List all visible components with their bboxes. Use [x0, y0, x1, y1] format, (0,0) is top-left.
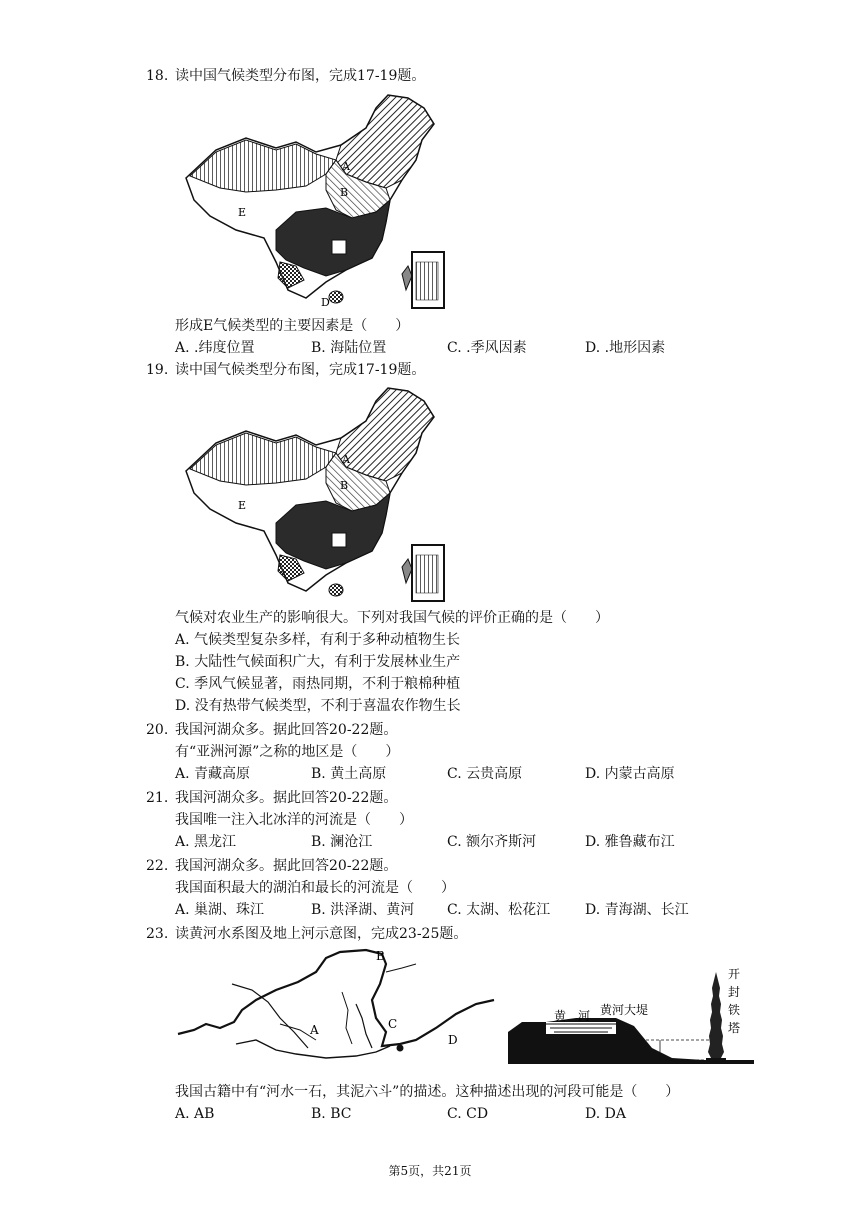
question-21-prompt: 我国唯一注入北冰洋的河流是（ ） — [175, 812, 413, 828]
option-c[interactable]: C. 云贵高原 — [447, 766, 523, 782]
option-a[interactable]: A. 气候类型复杂多样，有利于多种动植物生长 — [175, 632, 461, 648]
china-climate-map-1 — [176, 90, 446, 312]
option-b[interactable]: B. 黄土高原 — [311, 766, 387, 782]
option-c[interactable]: C. .季风因素 — [447, 340, 527, 356]
option-a[interactable]: A. AB — [175, 1106, 215, 1122]
tower-label-4: 塔 — [728, 1021, 741, 1035]
map-label-c-box — [332, 240, 346, 254]
point-d: D — [448, 1033, 458, 1047]
question-18-stem — [146, 66, 425, 86]
option-b[interactable]: B. 海陆位置 — [311, 340, 387, 356]
option-b[interactable]: B. 洪泽湖、黄河 — [311, 902, 415, 918]
option-b[interactable]: B. 大陆性气候面积广大，有利于发展林业生产 — [175, 654, 461, 670]
map-label-b: B — [340, 479, 349, 492]
map-label-e: E — [238, 499, 247, 512]
question-number: 21. — [146, 790, 169, 806]
point-c: C — [388, 1017, 398, 1031]
option-a[interactable]: A. .纬度位置 — [175, 340, 255, 356]
point-a: A — [310, 1023, 319, 1037]
tower-label-3: 铁 — [728, 1003, 741, 1017]
map-label-a: A — [342, 160, 350, 173]
option-d[interactable]: D. 雅鲁藏布江 — [585, 834, 675, 850]
question-19-prompt: 气候对农业生产的影响很大。下列对我国气候的评价正确的是（ ） — [175, 610, 609, 626]
tower-label-1: 开 — [728, 967, 741, 981]
yellow-river-system-map — [176, 944, 496, 1068]
option-c[interactable]: C. 太湖、松花江 — [447, 902, 551, 918]
question-21-stem — [146, 788, 397, 808]
option-d[interactable]: D. .地形因素 — [585, 340, 666, 356]
point-b: B — [376, 949, 385, 963]
question-19-stem — [146, 360, 425, 380]
map-label-d: D — [321, 296, 330, 309]
stem-text: 我国河湖众多。据此回答20-22题。 — [175, 790, 398, 806]
question-number: 20. — [146, 722, 169, 738]
question-23-prompt: 我国古籍中有“河水一石，其泥六斗”的描述。这种描述出现的河段可能是（ ） — [175, 1084, 680, 1100]
option-a[interactable]: A. 巢湖、珠江 — [175, 902, 265, 918]
stem-text: 读中国气候类型分布图，完成17-19题。 — [175, 362, 426, 378]
map-label-e: E — [238, 206, 247, 219]
question-20-stem — [146, 720, 397, 740]
option-c[interactable]: C. 季风气候显著，雨热同期，不利于粮棉种植 — [175, 676, 461, 692]
page-footer: 第5页，共21页 — [388, 1164, 472, 1178]
tower-label-2: 封 — [728, 985, 741, 999]
question-20-prompt: 有“亚洲河源”之称的地区是（ ） — [175, 744, 400, 760]
question-number: 22. — [146, 858, 169, 874]
question-number: 19. — [146, 362, 169, 378]
option-a[interactable]: A. 青藏高原 — [175, 766, 251, 782]
option-d[interactable]: D. DA — [585, 1106, 626, 1122]
option-d[interactable]: D. 没有热带气候类型，不利于喜温农作物生长 — [175, 698, 461, 714]
question-18-prompt: 形成E气候类型的主要因素是（ ） — [175, 318, 410, 334]
question-number: 23. — [146, 926, 169, 942]
question-22-prompt: 我国面积最大的湖泊和最长的河流是（ ） — [175, 880, 455, 896]
map-label-c-box — [332, 533, 346, 547]
option-d[interactable]: D. 青海湖、长江 — [585, 902, 689, 918]
yellow-river-main — [178, 950, 494, 1046]
map-label-b: B — [340, 186, 349, 199]
elevated-river-diagram — [506, 962, 754, 1066]
river-label: 黄 河 — [554, 1009, 591, 1023]
stem-text: 读中国气候类型分布图，完成17-19题。 — [175, 68, 426, 84]
map-label-a: A — [342, 453, 350, 466]
option-b[interactable]: B. BC — [311, 1106, 352, 1122]
option-c[interactable]: C. CD — [447, 1106, 489, 1122]
question-number: 18. — [146, 68, 169, 84]
option-a[interactable]: A. 黑龙江 — [175, 834, 237, 850]
china-climate-map-2 — [176, 383, 446, 605]
question-22-stem — [146, 856, 397, 876]
stem-text: 读黄河水系图及地上河示意图，完成23-25题。 — [175, 926, 468, 942]
stem-text: 我国河湖众多。据此回答20-22题。 — [175, 858, 398, 874]
option-d[interactable]: D. 内蒙古高原 — [585, 766, 675, 782]
levee-label: 黄河大堤 — [600, 1003, 649, 1017]
question-23-stem — [146, 924, 467, 944]
option-c[interactable]: C. 额尔齐斯河 — [447, 834, 537, 850]
stem-text: 我国河湖众多。据此回答20-22题。 — [175, 722, 398, 738]
option-b[interactable]: B. 澜沧江 — [311, 834, 373, 850]
